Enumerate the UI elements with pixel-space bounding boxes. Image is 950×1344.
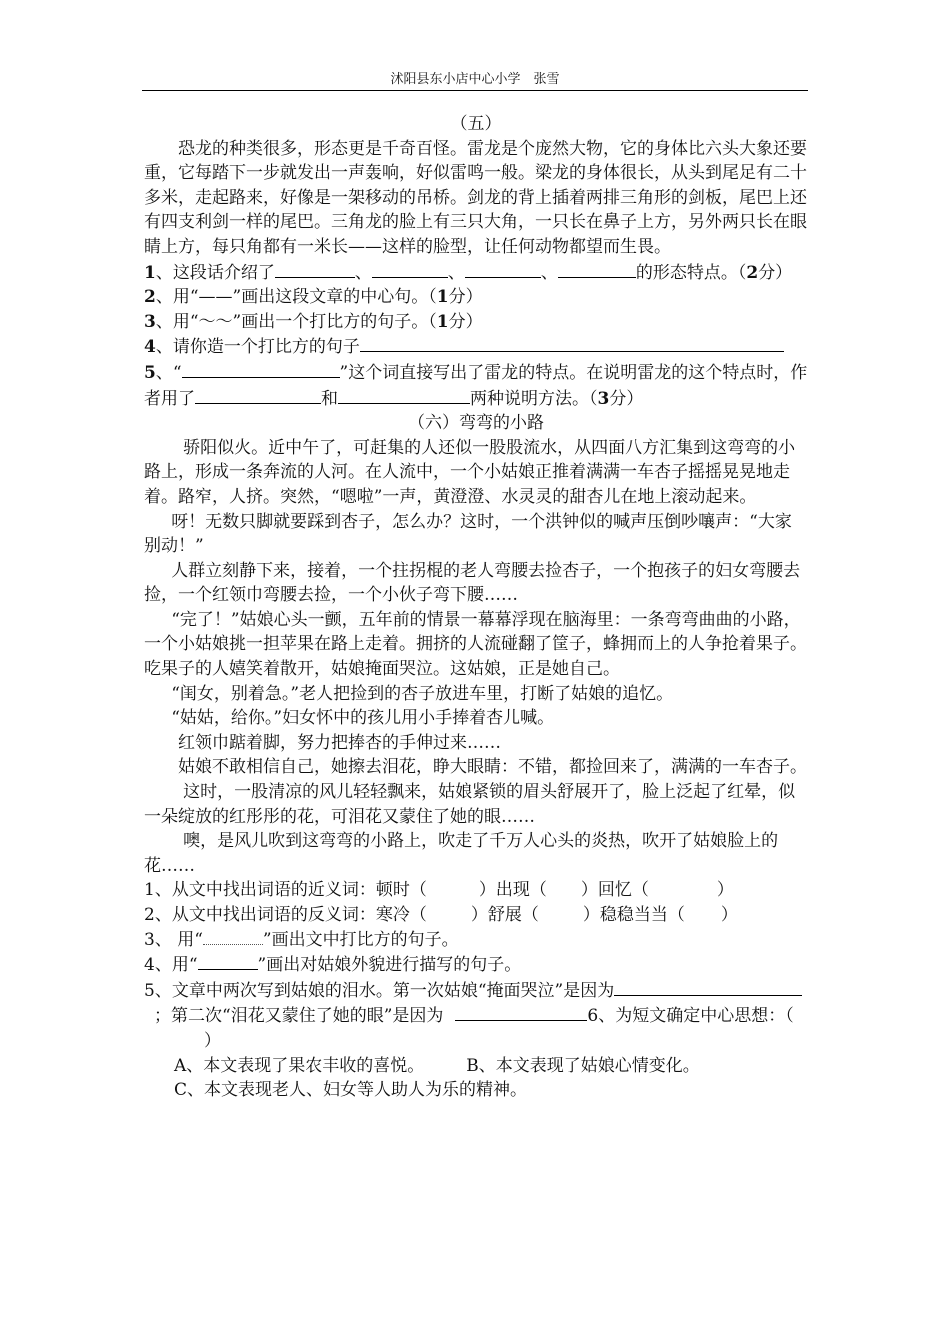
q-number: 4 <box>144 337 156 358</box>
paragraph: 人群立刻静下来，接着，一个拄拐棍的老人弯腰去捡杏子，一个抱孩子的妇女弯腰去捡，一个红领巾弯腰去捡，一个小伙子弯下腰…… <box>144 560 801 606</box>
paragraph: “闺女，别着急。”老人把捡到的杏子放进车里，打断了姑娘的追忆。 <box>171 683 674 704</box>
q-text: ）出现（ <box>478 880 547 901</box>
section-5-passage: 恐龙的种类很多，形态更是千奇百怪。雷龙是个庞然大物，它的身体比六头大象还要重，它每踏下一步就发出一声轰响，好似雷鸣一般。梁龙的身体很长，从头到尾足有二十多米，走起路来，好像是一架移动的吊桥。剑龙的背上插着两排三角形的剑板，尾巴上还有四支利剑一样的尾巴。三角龙的脸上有三只大角，一只长在鼻子上方，另外两只长在眼睛上方，每只角都有一米长——这样的脸型，让任何动物都望而生畏。 <box>144 138 807 257</box>
question-6-2 <box>144 903 808 928</box>
q-text: 5、文章中两次写到姑娘的泪水。第一次姑娘“掩面哭泣”是因为 <box>144 980 615 1001</box>
q-text: 2、从文中找出词语的反义词： <box>144 905 376 925</box>
answer-blank[interactable] <box>338 386 470 404</box>
question-6-3 <box>144 928 808 953</box>
q-text: ） <box>716 880 734 901</box>
question-5-4 <box>144 334 808 360</box>
q-text: 分） <box>448 311 483 332</box>
answer-blank[interactable] <box>558 260 636 278</box>
q-text: 、用“～～”画出一个打比方的句子。（ <box>155 311 437 332</box>
question-5-5 <box>144 360 808 411</box>
q-number: 3 <box>144 311 156 332</box>
answer-blank[interactable] <box>195 386 321 404</box>
q-text: 1、从文中找出词语的近义词： <box>144 880 376 901</box>
wavy-underline-mark <box>203 930 263 945</box>
separator: 、 <box>354 262 372 283</box>
answer-blank[interactable] <box>275 260 355 278</box>
q-text: ”画出文中打比方的句子。 <box>262 929 459 950</box>
q-number: 5 <box>144 362 156 383</box>
choice-c[interactable]: C、本文表现老人、妇女等人助人为乐的精神。 <box>174 1080 528 1101</box>
paragraph: 呀！无数只脚就要踩到杏子，怎么办？这时，一个洪钟似的喊声压倒吵嚷声：“大家别动！” <box>144 511 792 557</box>
q-text: 分） <box>758 262 793 283</box>
q-text: ） <box>204 1030 221 1051</box>
q-text: 分） <box>609 388 644 409</box>
q-text: ”这个词直接写出了雷龙的特点。在说明雷龙的这个特点时，作者用了 <box>144 362 808 409</box>
q-text: 3、 用“ <box>144 929 203 950</box>
worksheet-body <box>144 112 808 1103</box>
q-text: 、这段话介绍了 <box>155 262 275 283</box>
question-6-1 <box>144 878 808 903</box>
question-6-5 <box>144 978 808 1054</box>
answer-blank[interactable] <box>726 978 802 996</box>
separator: 、 <box>447 262 465 283</box>
paragraph: “姑姑，给你。”妇女怀中的孩儿用小手捧着杏儿喊。 <box>171 708 555 729</box>
score: 2 <box>746 262 759 283</box>
q-text: ）舒展（ <box>470 905 539 925</box>
answer-blank[interactable] <box>182 360 340 378</box>
paragraph: “完了！”姑娘心头一颤，五年前的情景一幕幕浮现在脑海里：一条弯弯曲曲的小路，一个小姑娘挑一担苹果在路上走着。拥挤的人流碰翻了筐子，蜂拥而上的人争抢着果子。吃果子的人嬉笑着散开，姑娘掩面哭泣。这姑娘，正是她自己。 <box>144 609 807 680</box>
question-5-3 <box>144 310 808 335</box>
q-text: ） <box>720 905 738 925</box>
score: 1 <box>436 311 449 332</box>
choice-row <box>144 1054 808 1079</box>
score: 1 <box>436 287 449 308</box>
choice-b[interactable]: B、本文表现了姑娘心情变化。 <box>466 1055 700 1076</box>
paragraph: 骄阳似火。近中午了，可赶集的人还似一股股流水，从四面八方汇集到这弯弯的小路上，形成一条奔流的人河。在人流中，一个小姑娘正推着满满一车杏子摇摇晃晃地走着。路窄，人挤。突然，“嗯啦”一声，黄澄澄、水灵灵的甜杏儿在地上滚动起来。 <box>144 437 796 507</box>
q-text: ）回忆（ <box>580 880 649 901</box>
q-text: 两种说明方法。（ <box>470 388 598 409</box>
q-text: 顿时（ <box>375 880 427 901</box>
question-5-1 <box>144 260 808 286</box>
q-text: 6、为短文确定中心思想：（ <box>587 1006 794 1027</box>
paragraph: 噢，是风儿吹到这弯弯的小路上，吹走了千万人心头的炎热，吹开了姑娘脸上的花…… <box>144 831 779 876</box>
q-text: 分） <box>448 287 483 308</box>
q-text: 和 <box>321 388 338 409</box>
q-text: ；第二次“泪花又蒙住了她的眼”是因为 <box>154 1006 444 1027</box>
section-5-title: （五） <box>450 114 502 134</box>
answer-blank[interactable] <box>360 334 784 352</box>
score: 3 <box>597 388 610 409</box>
q-number: 1 <box>144 262 156 283</box>
q-text: 、用“——”画出这段文章的中心句。（ <box>155 287 437 308</box>
q-text: 的形态特点。（ <box>635 262 747 283</box>
answer-blank[interactable] <box>465 260 541 278</box>
answer-blank[interactable] <box>614 978 726 996</box>
choice-a[interactable]: A、本文表现了果农丰收的喜悦。 <box>174 1055 425 1076</box>
q-text: ）稳稳当当（ <box>582 905 685 925</box>
paragraph: 姑娘不敢相信自己，她擦去泪花，睁大眼睛：不错，都捡回来了，满满的一车杏子。 <box>178 757 807 778</box>
q-text: 、“ <box>155 362 182 383</box>
question-6-4 <box>144 952 808 978</box>
section-6-title: （六）弯弯的小路 <box>408 413 544 434</box>
paragraph: 这时，一股清凉的风儿轻轻飘来，姑娘紧锁的眉头舒展开了，脸上泛起了红晕，似一朵绽放的红彤彤的花，可泪花又蒙住了她的眼…… <box>144 782 796 827</box>
q-text: 4、用“ <box>144 955 198 976</box>
question-5-2 <box>144 285 808 310</box>
q-number: 2 <box>144 287 156 308</box>
page-header: 沭阳县东小店中心小学 张雪 <box>142 72 808 91</box>
answer-blank[interactable] <box>455 1003 587 1021</box>
q-text: ”画出对姑娘外貌进行描写的句子。 <box>257 955 522 976</box>
q-text: 、请你造一个打比方的句子 <box>155 337 360 358</box>
answer-blank[interactable] <box>372 260 448 278</box>
underline-mark <box>198 952 258 970</box>
separator: 、 <box>540 262 558 283</box>
paragraph: 红领巾踮着脚，努力把捧杏的手伸过来…… <box>178 732 501 753</box>
choice-row <box>144 1078 808 1103</box>
q-text: 寒冷（ <box>375 905 427 925</box>
